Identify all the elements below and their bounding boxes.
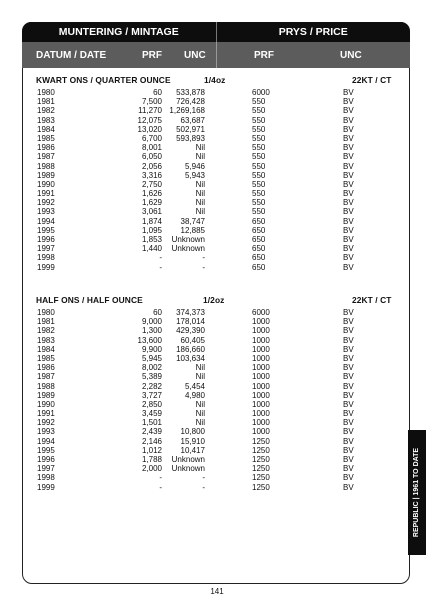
table-row bbox=[0, 207, 434, 216]
cell-year: 1980 bbox=[37, 308, 55, 317]
table-row bbox=[0, 189, 434, 198]
cell-unc: Nil bbox=[195, 207, 205, 217]
cell-price-prf: 550 bbox=[252, 97, 266, 107]
cell-price-prf: 550 bbox=[252, 170, 266, 180]
table-row bbox=[0, 143, 434, 152]
cell-prf: 60 bbox=[153, 88, 162, 97]
table-row bbox=[0, 418, 434, 427]
cell-unc: - bbox=[202, 473, 205, 483]
table-row bbox=[0, 235, 434, 244]
cell-price-unc: BV bbox=[343, 143, 354, 153]
cell-year: 1995 bbox=[37, 445, 55, 455]
cell-unc: Nil bbox=[195, 372, 205, 382]
cell-price-unc: BV bbox=[343, 409, 354, 419]
cell-prf: 2,282 bbox=[141, 381, 162, 391]
cell-prf: 13,020 bbox=[137, 124, 162, 134]
cell-unc: 60,405 bbox=[180, 335, 205, 345]
cell-unc: 10,800 bbox=[180, 427, 205, 437]
cell-unc: Unknown bbox=[171, 464, 205, 474]
cell-unc: 726,428 bbox=[176, 97, 205, 107]
cell-price-prf: 1000 bbox=[252, 418, 270, 428]
table-row bbox=[0, 106, 434, 115]
cell-year: 1992 bbox=[37, 198, 55, 208]
cell-prf: 1,440 bbox=[141, 244, 162, 254]
table-row bbox=[0, 336, 434, 345]
cell-price-unc: BV bbox=[343, 152, 354, 162]
cell-price-prf: 550 bbox=[252, 161, 266, 171]
table-row bbox=[0, 345, 434, 354]
side-tab bbox=[408, 430, 426, 555]
cell-unc: 593,893 bbox=[176, 133, 205, 143]
table-row bbox=[0, 125, 434, 134]
cell-unc: Nil bbox=[195, 152, 205, 162]
cell-price-prf: 1000 bbox=[252, 335, 270, 345]
cell-price-unc: BV bbox=[343, 363, 354, 373]
cell-price-unc: BV bbox=[343, 436, 354, 446]
cell-year: 1985 bbox=[37, 133, 55, 143]
cell-unc: 178,014 bbox=[176, 317, 205, 327]
cell-price-unc: BV bbox=[343, 344, 354, 354]
cell-year: 1993 bbox=[37, 427, 55, 437]
cell-prf: 12,075 bbox=[137, 115, 162, 125]
table-row bbox=[0, 116, 434, 125]
section-title: HALF ONS / HALF OUNCE bbox=[36, 295, 143, 305]
cell-unc: Unknown bbox=[171, 455, 205, 464]
cell-prf: 8,002 bbox=[141, 363, 162, 373]
table-row bbox=[0, 446, 434, 455]
cell-price-prf: 1000 bbox=[252, 372, 270, 382]
cell-price-prf: 1000 bbox=[252, 390, 270, 400]
cell-prf: 6,700 bbox=[141, 133, 162, 143]
cell-prf: 2,750 bbox=[141, 179, 162, 189]
cell-year: 1982 bbox=[37, 326, 55, 336]
cell-year: 1997 bbox=[37, 244, 55, 254]
price-prf-column-header: PRF bbox=[254, 49, 274, 61]
cell-price-unc: BV bbox=[343, 381, 354, 391]
cell-price-prf: 1250 bbox=[252, 445, 270, 455]
cell-price-prf: 550 bbox=[252, 179, 266, 189]
header-top bbox=[22, 22, 410, 42]
cell-year: 1984 bbox=[37, 124, 55, 134]
cell-unc: Nil bbox=[195, 409, 205, 419]
mintage-table bbox=[0, 308, 434, 492]
cell-unc: Nil bbox=[195, 399, 205, 409]
cell-price-prf: 650 bbox=[252, 216, 266, 226]
cell-unc: - bbox=[202, 482, 205, 492]
cell-price-prf: 550 bbox=[252, 152, 266, 162]
cell-price-unc: BV bbox=[343, 418, 354, 428]
cell-price-prf: 1250 bbox=[252, 473, 270, 483]
header-divider bbox=[216, 42, 217, 68]
cell-price-unc: BV bbox=[343, 207, 354, 217]
cell-price-unc: BV bbox=[343, 353, 354, 363]
cell-prf: 1,874 bbox=[141, 216, 162, 226]
cell-price-prf: 1000 bbox=[252, 363, 270, 373]
cell-price-unc: BV bbox=[343, 317, 354, 327]
cell-year: 1987 bbox=[37, 372, 55, 382]
cell-prf: - bbox=[159, 482, 162, 492]
table-row bbox=[0, 308, 434, 317]
table-row bbox=[0, 363, 434, 372]
cell-prf: - bbox=[159, 253, 162, 263]
cell-prf: 5,945 bbox=[141, 353, 162, 363]
cell-year: 1983 bbox=[37, 335, 55, 345]
cell-year: 1990 bbox=[37, 179, 55, 189]
cell-year: 1991 bbox=[37, 409, 55, 419]
table-row bbox=[0, 464, 434, 473]
cell-unc: 15,910 bbox=[180, 436, 205, 446]
table-row bbox=[0, 427, 434, 436]
table-row bbox=[0, 400, 434, 409]
unc-column-header: UNC bbox=[184, 49, 206, 61]
cell-year: 1996 bbox=[37, 235, 55, 244]
cell-price-prf: 550 bbox=[252, 115, 266, 125]
cell-price-unc: BV bbox=[343, 225, 354, 235]
cell-prf: 1,012 bbox=[141, 445, 162, 455]
cell-prf: - bbox=[159, 473, 162, 483]
table-row bbox=[0, 437, 434, 446]
side-tab-label: REPUBLIC | 1961 TO DATE bbox=[413, 447, 421, 538]
table-row bbox=[0, 372, 434, 381]
cell-price-unc: BV bbox=[343, 482, 354, 492]
cell-prf: 60 bbox=[153, 308, 162, 317]
cell-price-unc: BV bbox=[343, 244, 354, 254]
table-row bbox=[0, 162, 434, 171]
cell-year: 1986 bbox=[37, 143, 55, 153]
cell-prf: 3,316 bbox=[141, 170, 162, 180]
cell-price-prf: 1000 bbox=[252, 381, 270, 391]
cell-prf: 7,500 bbox=[141, 97, 162, 107]
cell-year: 1983 bbox=[37, 115, 55, 125]
cell-prf: 2,056 bbox=[141, 161, 162, 171]
cell-unc: 429,390 bbox=[176, 326, 205, 336]
cell-unc: Nil bbox=[195, 363, 205, 373]
cell-year: 1997 bbox=[37, 464, 55, 474]
table-row bbox=[0, 97, 434, 106]
table-row bbox=[0, 152, 434, 161]
mintage-table bbox=[0, 88, 434, 272]
cell-unc: 533,878 bbox=[176, 88, 205, 97]
cell-prf: 2,000 bbox=[141, 464, 162, 474]
cell-price-unc: BV bbox=[343, 115, 354, 125]
cell-price-unc: BV bbox=[343, 390, 354, 400]
cell-price-unc: BV bbox=[343, 235, 354, 244]
cell-year: 1988 bbox=[37, 381, 55, 391]
header-columns bbox=[22, 42, 410, 68]
cell-price-unc: BV bbox=[343, 308, 354, 317]
cell-unc: Nil bbox=[195, 198, 205, 208]
cell-price-prf: 1250 bbox=[252, 436, 270, 446]
cell-prf: 1,626 bbox=[141, 189, 162, 199]
cell-year: 1999 bbox=[37, 262, 55, 272]
cell-price-unc: BV bbox=[343, 198, 354, 208]
price-unc-column-header: UNC bbox=[340, 49, 362, 61]
cell-year: 1991 bbox=[37, 189, 55, 199]
cell-unc: 103,634 bbox=[176, 353, 205, 363]
cell-prf: 3,061 bbox=[141, 207, 162, 217]
table-row bbox=[0, 317, 434, 326]
cell-unc: - bbox=[202, 253, 205, 263]
table-row bbox=[0, 326, 434, 335]
page-number: 141 bbox=[210, 587, 224, 596]
table-row bbox=[0, 253, 434, 262]
cell-price-unc: BV bbox=[343, 464, 354, 474]
cell-prf: 6,050 bbox=[141, 152, 162, 162]
cell-unc: Unknown bbox=[171, 244, 205, 254]
cell-price-prf: 550 bbox=[252, 207, 266, 217]
cell-unc: 1,269,168 bbox=[169, 106, 205, 116]
cell-price-prf: 1250 bbox=[252, 464, 270, 474]
cell-unc: 5,943 bbox=[184, 170, 205, 180]
cell-prf: 13,600 bbox=[137, 335, 162, 345]
cell-prf: 1,853 bbox=[141, 235, 162, 244]
cell-prf: 11,270 bbox=[138, 106, 162, 116]
cell-unc: - bbox=[202, 262, 205, 272]
cell-prf: 1,300 bbox=[141, 326, 162, 336]
cell-prf: 9,000 bbox=[141, 317, 162, 327]
cell-price-prf: 650 bbox=[252, 244, 266, 254]
cell-price-unc: BV bbox=[343, 427, 354, 437]
cell-price-unc: BV bbox=[343, 253, 354, 263]
cell-year: 1994 bbox=[37, 216, 55, 226]
cell-price-prf: 6000 bbox=[252, 88, 270, 97]
table-row bbox=[0, 483, 434, 492]
cell-year: 1984 bbox=[37, 344, 55, 354]
cell-price-unc: BV bbox=[343, 179, 354, 189]
cell-price-unc: BV bbox=[343, 335, 354, 345]
cell-year: 1990 bbox=[37, 399, 55, 409]
cell-unc: 12,885 bbox=[180, 225, 205, 235]
cell-prf: 1,788 bbox=[141, 455, 162, 464]
cell-price-prf: 1000 bbox=[252, 326, 270, 336]
table-row bbox=[0, 88, 434, 97]
cell-price-prf: 650 bbox=[252, 262, 266, 272]
cell-price-prf: 1000 bbox=[252, 427, 270, 437]
table-row bbox=[0, 226, 434, 235]
table-row bbox=[0, 134, 434, 143]
cell-price-unc: BV bbox=[343, 88, 354, 97]
table-row bbox=[0, 198, 434, 207]
cell-unc: Nil bbox=[195, 179, 205, 189]
table-row bbox=[0, 409, 434, 418]
table-row bbox=[0, 171, 434, 180]
cell-price-unc: BV bbox=[343, 445, 354, 455]
cell-year: 1993 bbox=[37, 207, 55, 217]
cell-prf: 2,850 bbox=[141, 399, 162, 409]
cell-price-prf: 1250 bbox=[252, 455, 270, 464]
cell-price-prf: 550 bbox=[252, 124, 266, 134]
table-row bbox=[0, 244, 434, 253]
cell-year: 1995 bbox=[37, 225, 55, 235]
price-header: PRYS / PRICE bbox=[217, 22, 411, 42]
table-row bbox=[0, 382, 434, 391]
cell-unc: 186,660 bbox=[176, 344, 205, 354]
section-weight: 1/4oz bbox=[204, 75, 226, 85]
cell-year: 1982 bbox=[37, 106, 55, 116]
cell-unc: Nil bbox=[195, 143, 205, 153]
cell-price-prf: 1000 bbox=[252, 344, 270, 354]
cell-year: 1987 bbox=[37, 152, 55, 162]
cell-prf: 3,459 bbox=[141, 409, 162, 419]
cell-price-prf: 550 bbox=[252, 143, 266, 153]
cell-prf: 2,146 bbox=[141, 436, 162, 446]
cell-price-unc: BV bbox=[343, 399, 354, 409]
cell-price-prf: 650 bbox=[252, 253, 266, 263]
cell-price-unc: BV bbox=[343, 372, 354, 382]
cell-price-unc: BV bbox=[343, 161, 354, 171]
table-row bbox=[0, 217, 434, 226]
prf-column-header: PRF bbox=[142, 49, 162, 61]
section-purity: 22KT / CT bbox=[352, 75, 392, 85]
cell-unc: Unknown bbox=[171, 235, 205, 244]
cell-unc: 38,747 bbox=[180, 216, 205, 226]
section-weight: 1/2oz bbox=[203, 295, 225, 305]
mintage-header: MUNTERING / MINTAGE bbox=[22, 22, 217, 42]
cell-prf: 2,439 bbox=[141, 427, 162, 437]
cell-price-unc: BV bbox=[343, 124, 354, 134]
cell-prf: - bbox=[159, 262, 162, 272]
cell-price-unc: BV bbox=[343, 133, 354, 143]
cell-price-prf: 650 bbox=[252, 235, 266, 244]
cell-price-unc: BV bbox=[343, 216, 354, 226]
cell-prf: 3,727 bbox=[141, 390, 162, 400]
cell-unc: 5,454 bbox=[184, 381, 205, 391]
cell-unc: 374,373 bbox=[176, 308, 205, 317]
cell-year: 1992 bbox=[37, 418, 55, 428]
cell-year: 1989 bbox=[37, 170, 55, 180]
table-row bbox=[0, 473, 434, 482]
cell-year: 1981 bbox=[37, 317, 55, 327]
cell-price-unc: BV bbox=[343, 97, 354, 107]
cell-price-prf: 1250 bbox=[252, 482, 270, 492]
cell-price-prf: 1000 bbox=[252, 353, 270, 363]
cell-year: 1980 bbox=[37, 88, 55, 97]
cell-unc: 63,687 bbox=[180, 115, 205, 125]
cell-prf: 1,095 bbox=[141, 225, 162, 235]
section-purity: 22KT / CT bbox=[352, 295, 392, 305]
cell-prf: 5,389 bbox=[141, 372, 162, 382]
cell-unc: 10,417 bbox=[180, 445, 205, 455]
cell-prf: 8,001 bbox=[141, 143, 162, 153]
cell-price-unc: BV bbox=[343, 262, 354, 272]
cell-price-unc: BV bbox=[343, 106, 354, 116]
cell-price-prf: 1000 bbox=[252, 317, 270, 327]
table-row bbox=[0, 391, 434, 400]
cell-year: 1998 bbox=[37, 473, 55, 483]
table-row bbox=[0, 180, 434, 189]
cell-unc: 4,980 bbox=[184, 390, 205, 400]
cell-price-prf: 6000 bbox=[252, 308, 270, 317]
cell-price-unc: BV bbox=[343, 455, 354, 464]
cell-price-unc: BV bbox=[343, 473, 354, 483]
cell-unc: 502,971 bbox=[176, 124, 205, 134]
cell-price-prf: 550 bbox=[252, 198, 266, 208]
cell-year: 1989 bbox=[37, 390, 55, 400]
table-row bbox=[0, 263, 434, 272]
cell-year: 1985 bbox=[37, 353, 55, 363]
cell-price-prf: 550 bbox=[252, 133, 266, 143]
table-row bbox=[0, 455, 434, 464]
date-column-header: DATUM / DATE bbox=[36, 49, 107, 61]
cell-price-prf: 550 bbox=[252, 189, 266, 199]
cell-prf: 1,501 bbox=[141, 418, 162, 428]
cell-price-prf: 1000 bbox=[252, 409, 270, 419]
cell-prf: 9,900 bbox=[141, 344, 162, 354]
cell-year: 1996 bbox=[37, 455, 55, 464]
cell-price-prf: 550 bbox=[252, 106, 266, 116]
table-row bbox=[0, 354, 434, 363]
cell-price-prf: 650 bbox=[252, 225, 266, 235]
cell-price-prf: 1000 bbox=[252, 399, 270, 409]
cell-year: 1986 bbox=[37, 363, 55, 373]
section-title: KWART ONS / QUARTER OUNCE bbox=[36, 75, 171, 85]
cell-unc: Nil bbox=[195, 418, 205, 428]
cell-year: 1998 bbox=[37, 253, 55, 263]
cell-year: 1994 bbox=[37, 436, 55, 446]
cell-prf: 1,629 bbox=[141, 198, 162, 208]
cell-price-unc: BV bbox=[343, 170, 354, 180]
cell-year: 1981 bbox=[37, 97, 55, 107]
cell-year: 1999 bbox=[37, 482, 55, 492]
cell-unc: Nil bbox=[195, 189, 205, 199]
cell-price-unc: BV bbox=[343, 326, 354, 336]
cell-year: 1988 bbox=[37, 161, 55, 171]
cell-price-unc: BV bbox=[343, 189, 354, 199]
cell-unc: 5,946 bbox=[184, 161, 205, 171]
